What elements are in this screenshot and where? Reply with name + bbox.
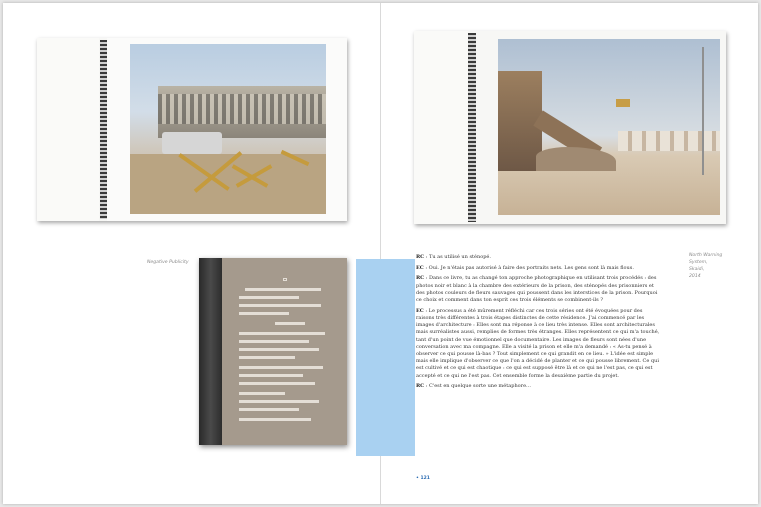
speaker-initials: RC bbox=[416, 254, 425, 260]
page-number: • 121 bbox=[416, 476, 430, 481]
caption-right bbox=[689, 252, 739, 280]
caption-line: System, bbox=[689, 260, 708, 265]
form-line bbox=[239, 408, 299, 411]
painted-wall bbox=[618, 131, 720, 151]
interview-paragraph bbox=[416, 265, 660, 272]
light-pole bbox=[702, 47, 704, 175]
form-line bbox=[239, 340, 309, 343]
book-left-page bbox=[414, 31, 468, 224]
interview-paragraph bbox=[416, 275, 660, 304]
book-left-page bbox=[37, 38, 99, 221]
photo-spiral-book-ruin bbox=[414, 31, 726, 224]
form-line bbox=[239, 392, 285, 395]
form-line bbox=[239, 304, 321, 307]
speaker-initials: EC bbox=[416, 307, 424, 314]
interview-text bbox=[416, 254, 660, 394]
interview-paragraph bbox=[416, 254, 660, 261]
printed-photo-collapsed-building bbox=[498, 39, 720, 215]
caption-left: Negative Publicity bbox=[147, 260, 189, 265]
interview-paragraph bbox=[416, 383, 660, 390]
form-line bbox=[239, 366, 323, 369]
form-line bbox=[275, 322, 305, 325]
form-line bbox=[239, 374, 303, 377]
caption-line: Skaidi, bbox=[689, 267, 705, 272]
form-line bbox=[239, 312, 289, 315]
paragraph-text: : Tu as utilisé un sténopé. bbox=[424, 254, 491, 260]
form-line bbox=[239, 296, 299, 299]
form-line bbox=[239, 356, 295, 359]
caption-line: North Warning bbox=[689, 253, 723, 258]
paragraph-text: : Dans ce livre, tu as changé ton approche photographique en utilisant trois procédés : des photos noir et blanc à la chambre des extérieurs de la prison, des sténopés des prisonniers et des photos couleurs de fleurs sauvages qui poussent dans les interstices de la prison. Pourquoi ce choix et comment dans ton esprit ces trois éléments se combinent-ils ? bbox=[416, 275, 658, 304]
book-spine bbox=[199, 258, 222, 445]
form-line bbox=[239, 400, 319, 403]
form-line bbox=[239, 348, 319, 351]
water-tower bbox=[616, 99, 630, 107]
form-checkbox bbox=[283, 278, 287, 281]
speaker-initials: RC bbox=[416, 275, 425, 282]
speaker-initials: EC bbox=[416, 264, 424, 271]
caption-line: 2014 bbox=[689, 274, 701, 279]
form-line bbox=[245, 288, 321, 291]
printed-photo-building-barricades bbox=[130, 44, 326, 214]
photo-closed-book-form-cover bbox=[199, 258, 347, 445]
paragraph-text: : Le processus a été mûrement réfléchi car ces trois séries ont été évoquées pour des raisons très différentes à trois étapes distinctes de cette résidence. J'ai commencé par les images d'architecture : Elles sont ma réponse à ce lieu très intense. Elles sont architecturales mais surréalistes aussi, remplies de formes très étranges. Elles représentent ce qui m'a touché, tant d'un point de vue émotionnel que documentaire. Les images de fleurs sont nées d'une conversation avec ma compagne. Elle a visité la prison et elle m'a demandé : « As-tu pensé à observer ce qui pousse là-bas ? Tout simplement ce qui grandit en ce lieu. » L'idée est simple mais elle implique d'observer ce que l'on a décidé de planter et ce qui pousse librement. Ce qui est cultivé et ce qui est chaotique : ce qui est supposé être là et ce qui ne l'est pas, ce qui est accepté et ce qui ne l'est pas. Cet ensemble forme la deuxième partie du projet. bbox=[416, 307, 660, 379]
redacted-form-graphic bbox=[235, 278, 331, 428]
building-facade bbox=[158, 86, 326, 138]
interview-paragraph bbox=[416, 308, 660, 380]
form-line bbox=[239, 382, 315, 385]
form-line bbox=[239, 332, 325, 335]
paragraph-text: : C'est en quelque sorte une métaphore… bbox=[424, 383, 532, 390]
photo-spiral-book-barricades bbox=[37, 38, 347, 221]
speaker-initials: RC bbox=[416, 383, 425, 390]
paragraph-text: : Oui. Je n'étais pas autorisé à faire des portraits nets. Les gens sont là mais flous. bbox=[423, 264, 634, 271]
white-truck bbox=[162, 132, 222, 154]
spiral-binding bbox=[468, 33, 476, 222]
rubble-pile bbox=[536, 147, 616, 171]
form-line bbox=[239, 418, 311, 421]
blue-color-block bbox=[356, 259, 415, 456]
